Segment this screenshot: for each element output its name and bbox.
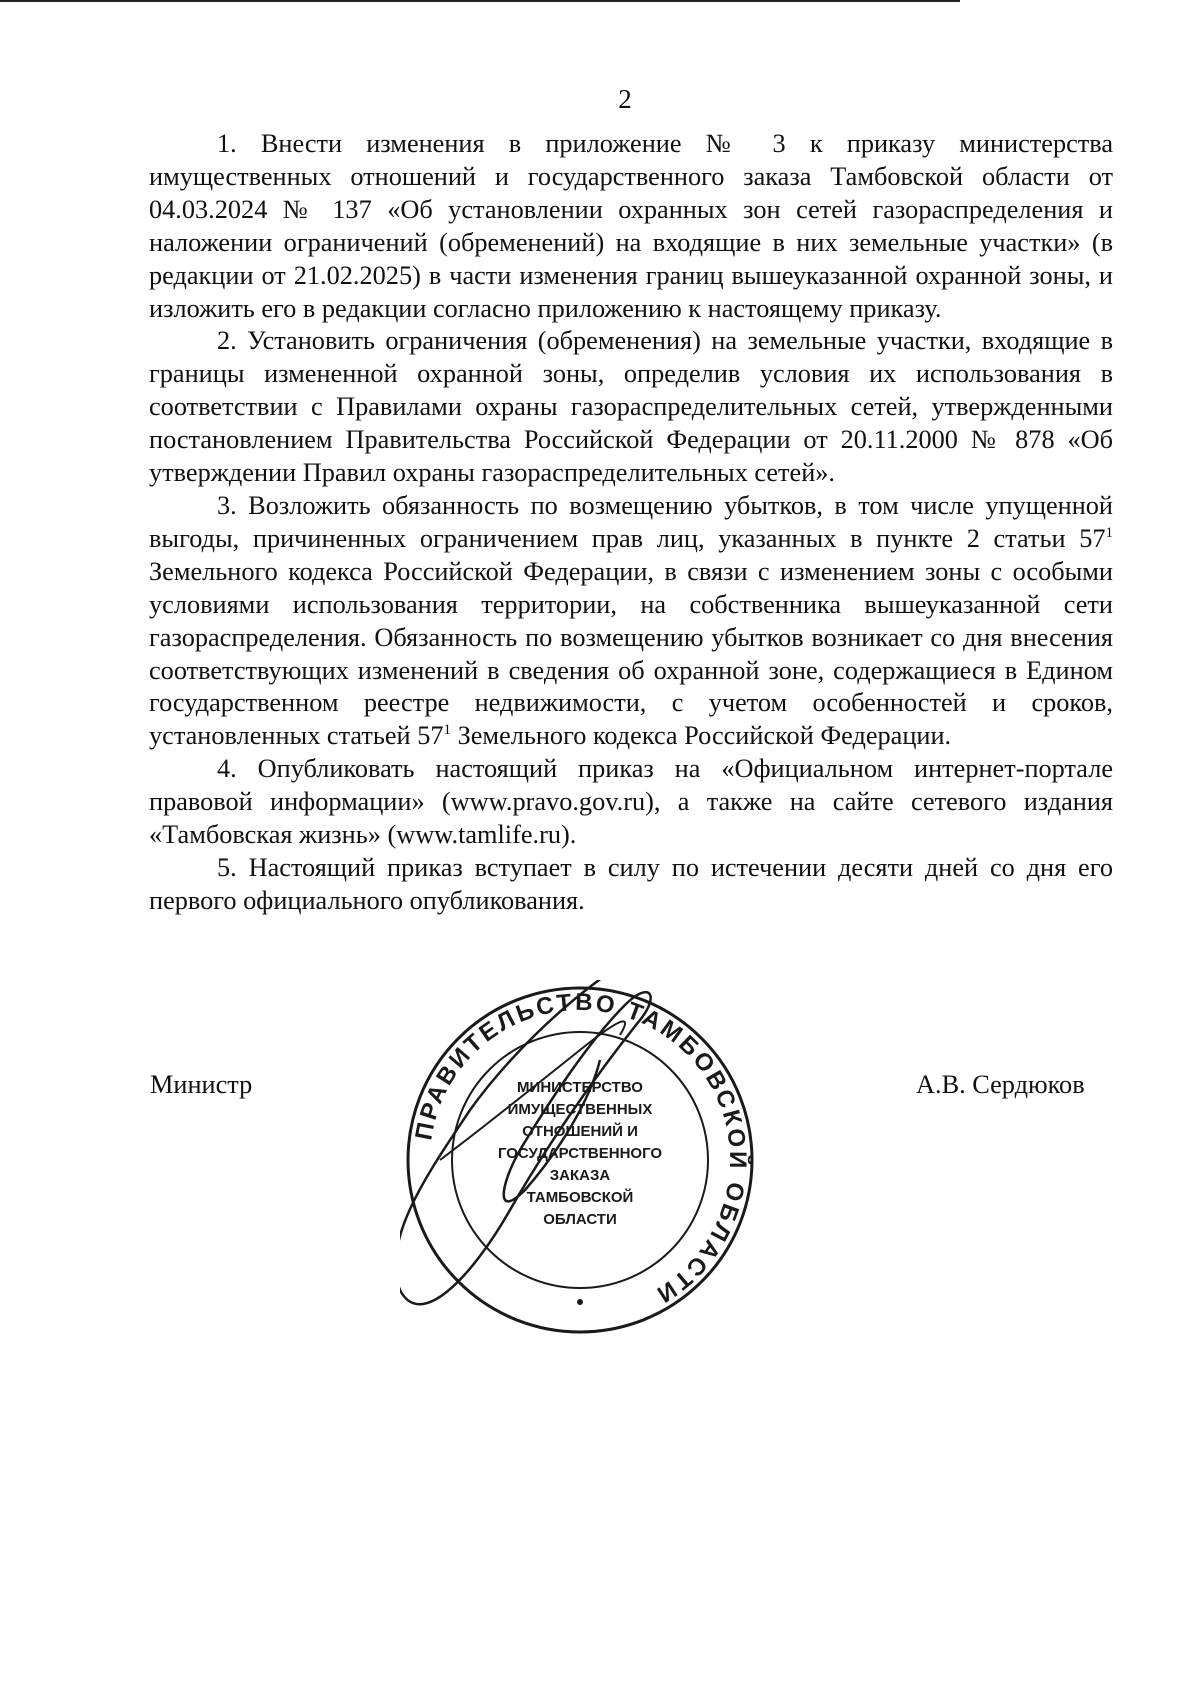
paragraph-2 (149, 325, 1113, 490)
seal-line-1: МИНИСТЕРСТВО (517, 1079, 643, 1096)
superscript-1: 1 (1105, 524, 1113, 541)
handwritten-signature (400, 980, 670, 1304)
seal-line-3: ОТНОШЕНИЙ И (522, 1123, 638, 1140)
top-border-line (0, 0, 960, 2)
signer-position: Министр (150, 1070, 253, 1099)
superscript-2: 1 (443, 722, 452, 739)
seal-star-dot (577, 1299, 583, 1305)
signer-name: А.В. Сердюков (916, 1070, 1085, 1099)
paragraph-5 (149, 852, 1113, 918)
document-body (149, 128, 1113, 918)
seal-line-5: ЗАКАЗА (549, 1167, 611, 1184)
seal-line-4: ГОСУДАРСТВЕННОГО (497, 1145, 663, 1162)
official-seal-with-signature (400, 980, 760, 1340)
paragraph-4-text: 4. Опубликовать настоящий приказ на «Официальном интернет-портале правовой информации» (www.pravo.gov.ru), а также на сайте сетевого издания «Тамбовская жизнь» (www.tamlife.ru). (149, 754, 1113, 850)
paragraph-3 (149, 490, 1113, 753)
paragraph-5-text: 5. Настоящий приказ вступает в силу по истечении десяти дней со дня его первого официального опубликования. (149, 852, 1113, 915)
paragraph-2-text: 2. Установить ограничения (обременения) на земельные участки, входящие в границы измененной охранной зоны, определив условия их использования в соответствии с Правилами охраны газораспределительных сетей, утвержденными постановлением Правительства Российской Федерации от 20.11.2000 № 878 «Об утверждении Правил охраны газораспределительных сетей». (149, 326, 1113, 488)
paragraph-3-text-part-3: Земельного кодекса Российской Федерации. (451, 721, 952, 751)
page-number: 2 (618, 84, 632, 114)
seal-svg (400, 980, 760, 1340)
seal-ring-text: ПРАВИТЕЛЬСТВО ТАМБОВСКОЙ ОБЛАСТИ (410, 988, 752, 1310)
paragraph-1 (149, 128, 1113, 325)
seal-line-7: ОБЛАСТИ (543, 1211, 617, 1228)
paragraph-1-text: 1. Внести изменения в приложение № 3 к приказу министерства имущественных отношений и государственного заказа Тамбовской области от 04.03.2024 № 137 «Об установлении охранных зон сетей газораспределения и наложении ограничений (обременений) на входящие в них земельные участки» (в редакции от 21.02.2025) в части изменения границ вышеуказанной охранной зоны, и изложить его в редакции согласно приложению к настоящему приказу. (149, 129, 1113, 323)
paragraph-3-text-part-1: 3. Возложить обязанность по возмещению убытков, в том числе упущенной выгоды, причиненных ограничением прав лиц, указанных в пункте 2 статьи 57 (149, 490, 1113, 553)
paragraph-3-text-part-2: Земельного кодекса Российской Федерации, в связи с изменением зоны с особыми условиями использования территории, на собственника вышеуказанной сети газораспределения. Обязанность по возмещению убытков возникает со дня внесения соответствующих изменений в сведения об охранной зоне, содержащиеся в Едином государственном реестре недвижимости, с учетом особенностей и сроков, установленных статьей 57 (149, 556, 1113, 751)
seal-line-6: ТАМБОВСКОЙ (526, 1189, 634, 1206)
paragraph-4 (149, 753, 1113, 852)
seal-line-2: ИМУЩЕСТВЕННЫХ (507, 1101, 653, 1118)
